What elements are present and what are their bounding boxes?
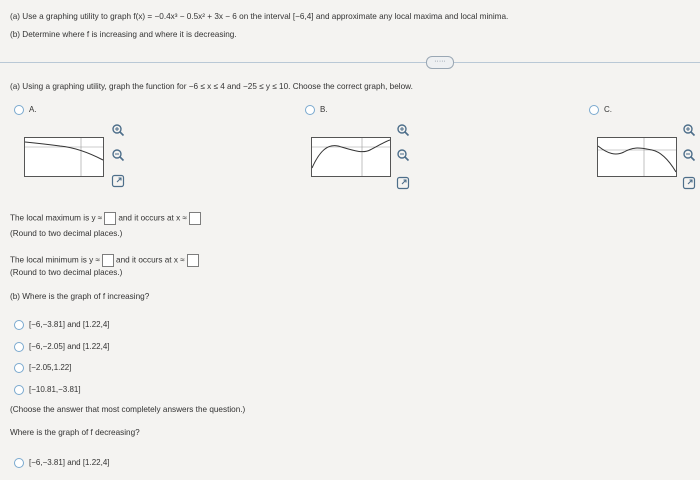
graph-c (597, 137, 677, 177)
local-min-line (10, 254, 201, 267)
problem-part-a: (a) Use a graphing utility to graph f(x) = −0.4x³ − 0.5x² + 3x − 6 on the interval [−6,4] and approximate any local maxima and local minima. (10, 12, 509, 21)
zoom-in-icon-c[interactable] (682, 123, 696, 137)
local-max-note: (Round to two decimal places.) (10, 229, 123, 238)
local-max-x-input[interactable] (189, 212, 201, 225)
option-a-label: A. (29, 105, 37, 115)
decreasing-option-1-label: [−6,−3.81] and [1.22,4] (29, 458, 110, 468)
increasing-option-3[interactable] (14, 363, 71, 373)
increasing-option-1-label: [−6,−3.81] and [1.22,4] (29, 320, 110, 330)
local-min-text2: and it occurs at x ≈ (116, 255, 185, 265)
zoom-out-icon-b[interactable] (396, 148, 410, 162)
choose-note: (Choose the answer that most completely answers the question.) (10, 405, 246, 414)
graph-b (311, 137, 391, 177)
local-min-text: The local minimum is y ≈ (10, 255, 101, 265)
graph-c-curve (598, 138, 676, 176)
zoom-in-icon-b[interactable] (396, 123, 410, 137)
local-min-y-input[interactable] (102, 254, 114, 267)
radio-inc-1[interactable] (14, 320, 24, 330)
option-b[interactable] (305, 105, 328, 115)
radio-c[interactable] (589, 105, 599, 115)
increasing-option-1[interactable] (14, 320, 110, 330)
local-max-text2: and it occurs at x ≈ (118, 213, 187, 223)
increasing-prompt: (b) Where is the graph of f increasing? (10, 292, 150, 301)
radio-b[interactable] (305, 105, 315, 115)
graph-a-curve (25, 138, 103, 176)
local-max-text: The local maximum is y ≈ (10, 213, 103, 223)
local-max-line (10, 212, 203, 225)
graph-b-curve (312, 138, 390, 176)
question-a-prompt: (a) Using a graphing utility, graph the function for −6 ≤ x ≤ 4 and −25 ≤ y ≤ 10. Choose the correct graph, below. (10, 82, 413, 91)
zoom-out-icon-c[interactable] (682, 148, 696, 162)
increasing-option-3-label: [−2.05,1.22] (29, 363, 72, 373)
radio-inc-3[interactable] (14, 363, 24, 373)
radio-dec-1[interactable] (14, 458, 24, 468)
increasing-option-2[interactable] (14, 342, 110, 352)
option-c-label: C. (604, 105, 612, 115)
radio-a[interactable] (14, 105, 24, 115)
local-max-y-input[interactable] (104, 212, 116, 225)
local-min-x-input[interactable] (187, 254, 199, 267)
increasing-option-4[interactable] (14, 385, 81, 395)
local-min-note: (Round to two decimal places.) (10, 268, 123, 277)
graph-a (24, 137, 104, 177)
option-b-label: B. (320, 105, 328, 115)
problem-part-b: (b) Determine where f is increasing and where it is decreasing. (10, 30, 237, 39)
divider (0, 62, 700, 63)
zoom-out-icon-a[interactable] (111, 148, 125, 162)
option-c[interactable] (589, 105, 612, 115)
zoom-in-icon-a[interactable] (111, 123, 125, 137)
decreasing-option-1[interactable] (14, 458, 110, 468)
expand-icon-b[interactable] (396, 176, 410, 190)
decreasing-prompt: Where is the graph of f decreasing? (10, 428, 140, 437)
increasing-option-4-label: [−10.81,−3.81] (29, 385, 81, 395)
expand-icon-c[interactable] (682, 176, 696, 190)
radio-inc-4[interactable] (14, 385, 24, 395)
radio-inc-2[interactable] (14, 342, 24, 352)
increasing-option-2-label: [−6,−2.05] and [1.22,4] (29, 342, 110, 352)
expand-icon-a[interactable] (111, 174, 125, 188)
option-a[interactable] (14, 105, 37, 115)
more-button[interactable]: ····· (426, 56, 454, 69)
